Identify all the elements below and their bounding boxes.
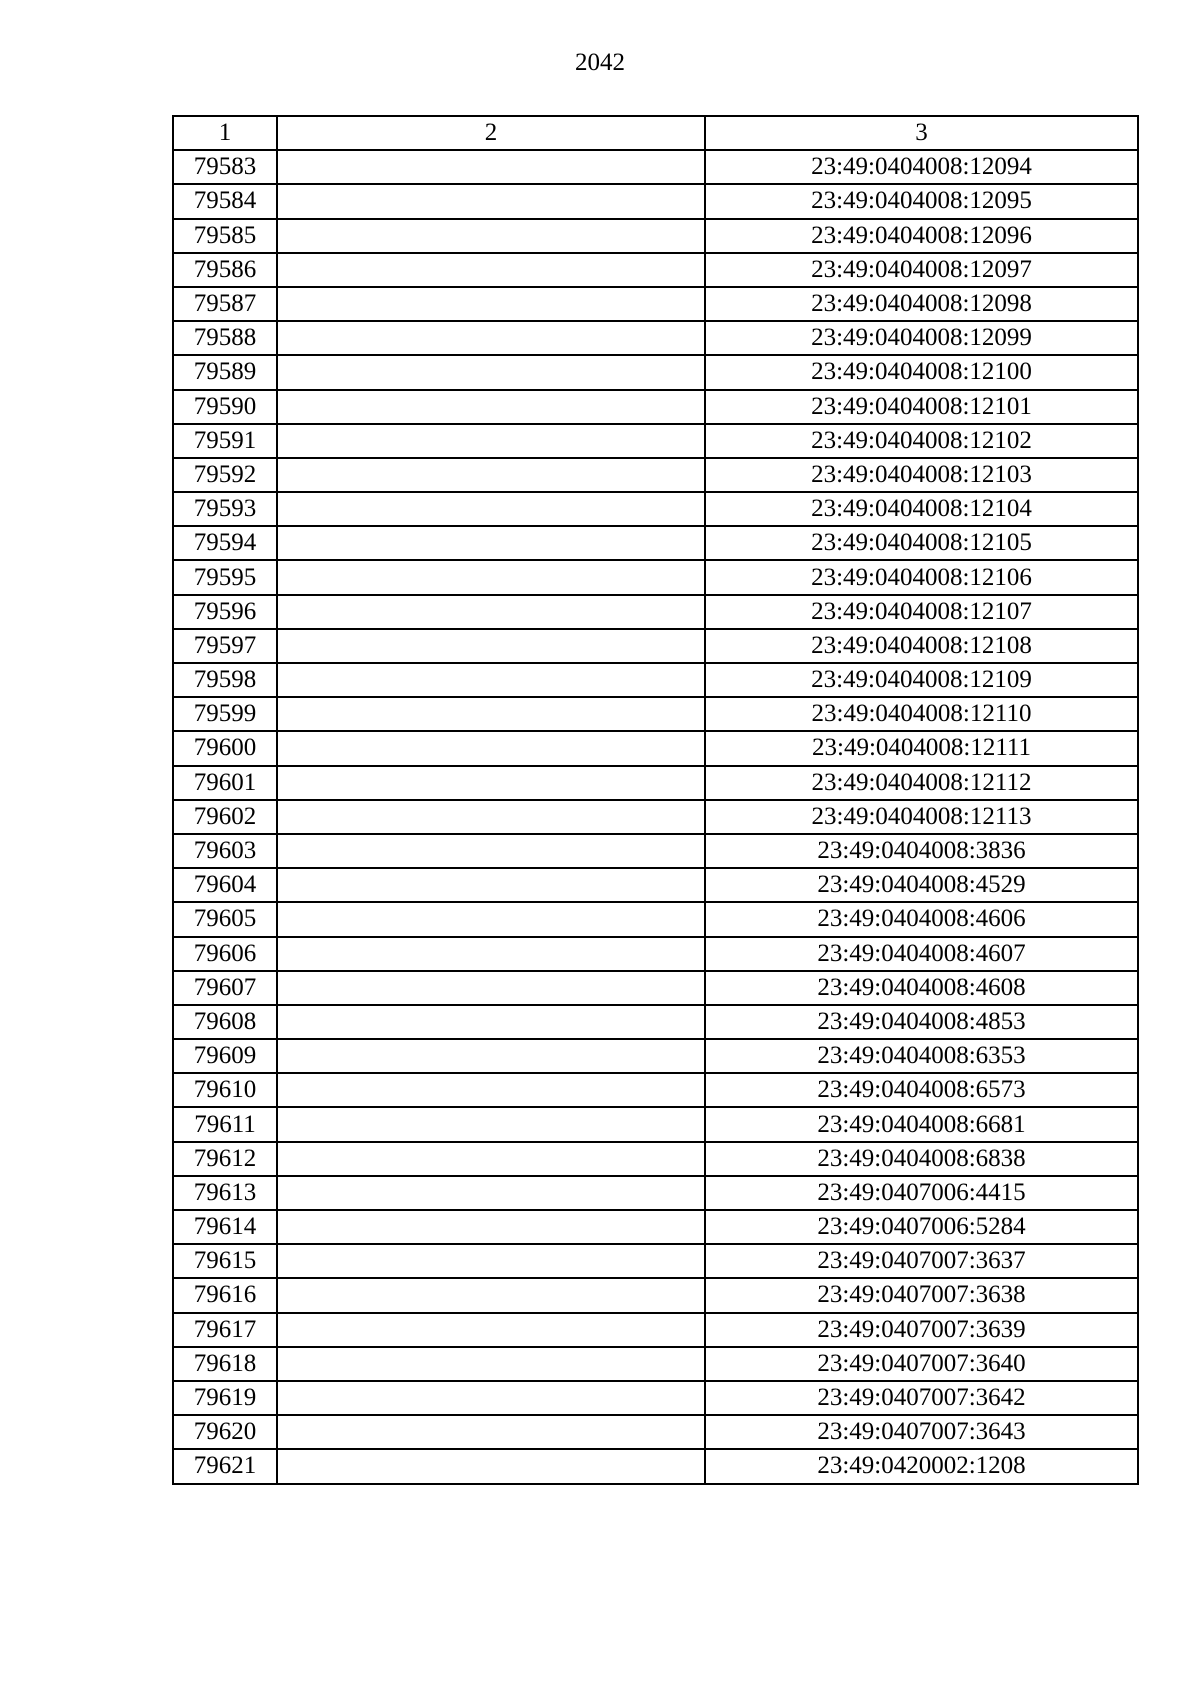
row-name-cell bbox=[277, 458, 705, 492]
row-number-cell: 79595 bbox=[173, 560, 277, 594]
row-name-cell bbox=[277, 526, 705, 560]
cadastral-number-cell: 23:49:0404008:12106 bbox=[705, 560, 1138, 594]
cadastral-number-cell: 23:49:0404008:12096 bbox=[705, 219, 1138, 253]
cadastral-number-cell: 23:49:0404008:12108 bbox=[705, 629, 1138, 663]
table-row bbox=[173, 902, 1138, 936]
row-name-cell bbox=[277, 390, 705, 424]
row-name-cell bbox=[277, 1244, 705, 1278]
row-name-cell bbox=[277, 766, 705, 800]
row-number-cell: 79593 bbox=[173, 492, 277, 526]
cadastral-number-cell: 23:49:0404008:12113 bbox=[705, 800, 1138, 834]
table-row bbox=[173, 1449, 1138, 1483]
row-number-cell: 79618 bbox=[173, 1347, 277, 1381]
table-row bbox=[173, 937, 1138, 971]
row-name-cell bbox=[277, 1005, 705, 1039]
cadastral-number-cell: 23:49:0404008:4606 bbox=[705, 902, 1138, 936]
row-number-cell: 79585 bbox=[173, 219, 277, 253]
row-name-cell bbox=[277, 492, 705, 526]
register-table bbox=[172, 115, 1139, 1485]
cadastral-number-cell: 23:49:0404008:12111 bbox=[705, 731, 1138, 765]
row-number-cell: 79602 bbox=[173, 800, 277, 834]
row-number-cell: 79616 bbox=[173, 1278, 277, 1312]
table-row bbox=[173, 1073, 1138, 1107]
table-row bbox=[173, 834, 1138, 868]
row-number-cell: 79590 bbox=[173, 390, 277, 424]
row-number-cell: 79612 bbox=[173, 1142, 277, 1176]
cadastral-number-cell: 23:49:0407006:4415 bbox=[705, 1176, 1138, 1210]
row-number-cell: 79588 bbox=[173, 321, 277, 355]
header-cell-1: 1 bbox=[173, 116, 277, 150]
row-number-cell: 79607 bbox=[173, 971, 277, 1005]
cadastral-number-cell: 23:49:0404008:6353 bbox=[705, 1039, 1138, 1073]
row-name-cell bbox=[277, 1073, 705, 1107]
header-row bbox=[173, 116, 1138, 150]
row-number-cell: 79614 bbox=[173, 1210, 277, 1244]
cadastral-number-cell: 23:49:0404008:4608 bbox=[705, 971, 1138, 1005]
cadastral-number-cell: 23:49:0407007:3642 bbox=[705, 1381, 1138, 1415]
cadastral-number-cell: 23:49:0420002:1208 bbox=[705, 1449, 1138, 1483]
row-name-cell bbox=[277, 560, 705, 594]
row-number-cell: 79600 bbox=[173, 731, 277, 765]
row-number-cell: 79594 bbox=[173, 526, 277, 560]
row-name-cell bbox=[277, 629, 705, 663]
row-name-cell bbox=[277, 902, 705, 936]
cadastral-number-cell: 23:49:0404008:12098 bbox=[705, 287, 1138, 321]
row-number-cell: 79597 bbox=[173, 629, 277, 663]
row-number-cell: 79601 bbox=[173, 766, 277, 800]
row-number-cell: 79617 bbox=[173, 1313, 277, 1347]
row-name-cell bbox=[277, 937, 705, 971]
row-name-cell bbox=[277, 355, 705, 389]
row-name-cell bbox=[277, 1415, 705, 1449]
row-number-cell: 79592 bbox=[173, 458, 277, 492]
table-row bbox=[173, 526, 1138, 560]
row-name-cell bbox=[277, 868, 705, 902]
cadastral-number-cell: 23:49:0404008:4529 bbox=[705, 868, 1138, 902]
cadastral-number-cell: 23:49:0407006:5284 bbox=[705, 1210, 1138, 1244]
cadastral-number-cell: 23:49:0404008:12109 bbox=[705, 663, 1138, 697]
cadastral-number-cell: 23:49:0407007:3637 bbox=[705, 1244, 1138, 1278]
row-name-cell bbox=[277, 800, 705, 834]
row-number-cell: 79620 bbox=[173, 1415, 277, 1449]
table-row bbox=[173, 424, 1138, 458]
table-row bbox=[173, 1005, 1138, 1039]
row-name-cell bbox=[277, 834, 705, 868]
table-row bbox=[173, 595, 1138, 629]
table-row bbox=[173, 1244, 1138, 1278]
row-number-cell: 79583 bbox=[173, 150, 277, 184]
row-number-cell: 79603 bbox=[173, 834, 277, 868]
cadastral-number-cell: 23:49:0404008:4607 bbox=[705, 937, 1138, 971]
table-row bbox=[173, 766, 1138, 800]
table-row bbox=[173, 697, 1138, 731]
table-row bbox=[173, 731, 1138, 765]
header-cell-3: 3 bbox=[705, 116, 1138, 150]
row-name-cell bbox=[277, 595, 705, 629]
table-row bbox=[173, 1313, 1138, 1347]
row-number-cell: 79587 bbox=[173, 287, 277, 321]
cadastral-number-cell: 23:49:0404008:6681 bbox=[705, 1107, 1138, 1141]
table-row bbox=[173, 1107, 1138, 1141]
row-name-cell bbox=[277, 424, 705, 458]
table-row bbox=[173, 219, 1138, 253]
row-name-cell bbox=[277, 219, 705, 253]
cadastral-number-cell: 23:49:0404008:12097 bbox=[705, 253, 1138, 287]
row-number-cell: 79605 bbox=[173, 902, 277, 936]
table-body bbox=[173, 116, 1138, 1484]
row-name-cell bbox=[277, 731, 705, 765]
row-number-cell: 79604 bbox=[173, 868, 277, 902]
table-row bbox=[173, 800, 1138, 834]
cadastral-number-cell: 23:49:0404008:4853 bbox=[705, 1005, 1138, 1039]
row-name-cell bbox=[277, 697, 705, 731]
row-name-cell bbox=[277, 971, 705, 1005]
row-number-cell: 79613 bbox=[173, 1176, 277, 1210]
table-row bbox=[173, 1347, 1138, 1381]
page-number: 2042 bbox=[575, 49, 625, 76]
table-row bbox=[173, 1381, 1138, 1415]
table-row bbox=[173, 560, 1138, 594]
table-row bbox=[173, 184, 1138, 218]
table-row bbox=[173, 492, 1138, 526]
row-name-cell bbox=[277, 287, 705, 321]
row-number-cell: 79584 bbox=[173, 184, 277, 218]
row-number-cell: 79619 bbox=[173, 1381, 277, 1415]
cadastral-number-cell: 23:49:0407007:3638 bbox=[705, 1278, 1138, 1312]
row-name-cell bbox=[277, 150, 705, 184]
cadastral-number-cell: 23:49:0404008:12112 bbox=[705, 766, 1138, 800]
row-number-cell: 79606 bbox=[173, 937, 277, 971]
cadastral-number-cell: 23:49:0404008:12102 bbox=[705, 424, 1138, 458]
table-row bbox=[173, 458, 1138, 492]
row-number-cell: 79615 bbox=[173, 1244, 277, 1278]
row-name-cell bbox=[277, 1142, 705, 1176]
header-cell-2: 2 bbox=[277, 116, 705, 150]
row-number-cell: 79610 bbox=[173, 1073, 277, 1107]
row-number-cell: 79586 bbox=[173, 253, 277, 287]
row-name-cell bbox=[277, 321, 705, 355]
row-name-cell bbox=[277, 253, 705, 287]
cadastral-number-cell: 23:49:0404008:6838 bbox=[705, 1142, 1138, 1176]
row-name-cell bbox=[277, 1107, 705, 1141]
row-number-cell: 79609 bbox=[173, 1039, 277, 1073]
cadastral-number-cell: 23:49:0404008:12095 bbox=[705, 184, 1138, 218]
row-name-cell bbox=[277, 184, 705, 218]
row-name-cell bbox=[277, 1278, 705, 1312]
row-name-cell bbox=[277, 663, 705, 697]
table-row bbox=[173, 971, 1138, 1005]
table-row bbox=[173, 1210, 1138, 1244]
cadastral-number-cell: 23:49:0404008:12103 bbox=[705, 458, 1138, 492]
table-row bbox=[173, 150, 1138, 184]
cadastral-number-cell: 23:49:0404008:12094 bbox=[705, 150, 1138, 184]
table-row bbox=[173, 868, 1138, 902]
cadastral-number-cell: 23:49:0404008:12099 bbox=[705, 321, 1138, 355]
table-row bbox=[173, 287, 1138, 321]
cadastral-number-cell: 23:49:0404008:12101 bbox=[705, 390, 1138, 424]
row-name-cell bbox=[277, 1347, 705, 1381]
row-number-cell: 79591 bbox=[173, 424, 277, 458]
row-name-cell bbox=[277, 1449, 705, 1483]
table-row bbox=[173, 253, 1138, 287]
table-row bbox=[173, 1278, 1138, 1312]
cadastral-number-cell: 23:49:0404008:12105 bbox=[705, 526, 1138, 560]
cadastral-number-cell: 23:49:0404008:6573 bbox=[705, 1073, 1138, 1107]
table-row bbox=[173, 1176, 1138, 1210]
table-row bbox=[173, 321, 1138, 355]
row-name-cell bbox=[277, 1176, 705, 1210]
table-row bbox=[173, 1039, 1138, 1073]
cadastral-number-cell: 23:49:0404008:12107 bbox=[705, 595, 1138, 629]
cadastral-number-cell: 23:49:0404008:12110 bbox=[705, 697, 1138, 731]
row-name-cell bbox=[277, 1039, 705, 1073]
row-number-cell: 79621 bbox=[173, 1449, 277, 1483]
row-number-cell: 79598 bbox=[173, 663, 277, 697]
cadastral-number-cell: 23:49:0404008:12100 bbox=[705, 355, 1138, 389]
cadastral-number-cell: 23:49:0404008:3836 bbox=[705, 834, 1138, 868]
table-row bbox=[173, 390, 1138, 424]
row-name-cell bbox=[277, 1381, 705, 1415]
row-number-cell: 79596 bbox=[173, 595, 277, 629]
row-name-cell bbox=[277, 1210, 705, 1244]
row-number-cell: 79608 bbox=[173, 1005, 277, 1039]
table-row bbox=[173, 1142, 1138, 1176]
cadastral-number-cell: 23:49:0404008:12104 bbox=[705, 492, 1138, 526]
cadastral-number-cell: 23:49:0407007:3643 bbox=[705, 1415, 1138, 1449]
table-row bbox=[173, 355, 1138, 389]
row-number-cell: 79599 bbox=[173, 697, 277, 731]
table-row bbox=[173, 1415, 1138, 1449]
row-number-cell: 79589 bbox=[173, 355, 277, 389]
table-row bbox=[173, 629, 1138, 663]
row-number-cell: 79611 bbox=[173, 1107, 277, 1141]
cadastral-number-cell: 23:49:0407007:3639 bbox=[705, 1313, 1138, 1347]
row-name-cell bbox=[277, 1313, 705, 1347]
table-row bbox=[173, 663, 1138, 697]
cadastral-number-cell: 23:49:0407007:3640 bbox=[705, 1347, 1138, 1381]
